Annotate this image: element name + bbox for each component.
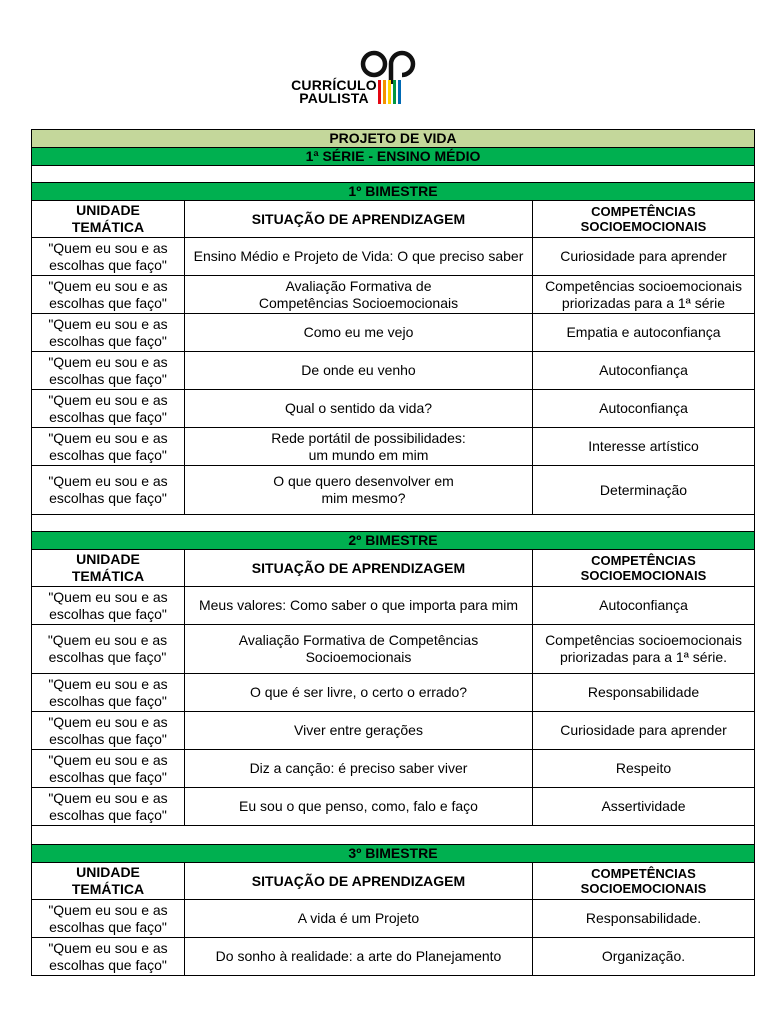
competence-cell: Autoconfiança	[533, 587, 755, 625]
competence-cell: Interesse artístico	[533, 428, 755, 466]
competence-cell: Competências socioemocionais priorizadas para a 1ª série.	[533, 625, 755, 674]
competence-cell: Responsabilidade	[533, 674, 755, 712]
competence-cell: Respeito	[533, 750, 755, 788]
bimester-row	[32, 532, 755, 550]
header-row	[32, 201, 755, 238]
table-row	[32, 276, 755, 314]
table-row	[32, 352, 755, 390]
situation-cell: Qual o sentido da vida?	[185, 390, 533, 428]
table-row	[32, 466, 755, 515]
table-row	[32, 712, 755, 750]
unit-cell: "Quem eu sou e as escolhas que faço"	[32, 238, 185, 276]
competence-cell: Assertividade	[533, 788, 755, 826]
header-situation: SITUAÇÃO DE APRENDIZAGEM	[185, 863, 533, 900]
table-row	[32, 587, 755, 625]
unit-cell: "Quem eu sou e as escolhas que faço"	[32, 587, 185, 625]
table-row	[32, 788, 755, 826]
table-subtitle-row	[32, 148, 755, 166]
unit-cell: "Quem eu sou e as escolhas que faço"	[32, 938, 185, 976]
curriculum-table	[31, 129, 755, 976]
unit-cell: "Quem eu sou e as escolhas que faço"	[32, 750, 185, 788]
situation-cell: Eu sou o que penso, como, falo e faço	[185, 788, 533, 826]
header-unit: UNIDADE TEMÁTICA	[32, 550, 185, 587]
table-row	[32, 314, 755, 352]
table-title-row	[32, 130, 755, 148]
competence-cell: Autoconfiança	[533, 390, 755, 428]
situation-cell: O que é ser livre, o certo o errado?	[185, 674, 533, 712]
header-situation: SITUAÇÃO DE APRENDIZAGEM	[185, 201, 533, 238]
bimester-label: 1º BIMESTRE	[32, 183, 755, 201]
unit-cell: "Quem eu sou e as escolhas que faço"	[32, 712, 185, 750]
situation-cell: Diz a canção: é preciso saber viver	[185, 750, 533, 788]
situation-cell: Ensino Médio e Projeto de Vida: O que preciso saber	[185, 238, 533, 276]
logo-mark-icon	[357, 48, 417, 108]
header-competence: COMPETÊNCIAS SOCIOEMOCIONAIS	[533, 863, 755, 900]
situation-cell: Meus valores: Como saber o que importa para mim	[185, 587, 533, 625]
competence-cell: Curiosidade para aprender	[533, 238, 755, 276]
table-row	[32, 238, 755, 276]
bimester-row	[32, 183, 755, 201]
logo-line-2: PAULISTA	[299, 90, 369, 106]
logo-line-1: CURRÍCULO	[291, 77, 377, 93]
situation-cell: De onde eu venho	[185, 352, 533, 390]
bimester-row	[32, 845, 755, 863]
unit-cell: "Quem eu sou e as escolhas que faço"	[32, 466, 185, 515]
spacer-row	[32, 515, 755, 532]
table-row	[32, 390, 755, 428]
spacer-row	[32, 166, 755, 183]
competence-cell: Empatia e autoconfiança	[533, 314, 755, 352]
situation-cell: Avaliação Formativa de Competências Socioemocionais	[185, 625, 533, 674]
header-row	[32, 550, 755, 587]
table-row	[32, 938, 755, 976]
header-competence: COMPETÊNCIAS SOCIOEMOCIONAIS	[533, 550, 755, 587]
competence-cell: Autoconfiança	[533, 352, 755, 390]
header-unit: UNIDADE TEMÁTICA	[32, 201, 185, 238]
situation-cell: Como eu me vejo	[185, 314, 533, 352]
unit-cell: "Quem eu sou e as escolhas que faço"	[32, 674, 185, 712]
table-row	[32, 674, 755, 712]
curriculo-paulista-logo	[287, 48, 417, 110]
header-unit: UNIDADE TEMÁTICA	[32, 863, 185, 900]
competence-cell: Organização.	[533, 938, 755, 976]
competence-cell: Responsabilidade.	[533, 900, 755, 938]
competence-cell: Competências socioemocionais priorizadas para a 1ª série	[533, 276, 755, 314]
doc-title: PROJETO DE VIDA	[32, 130, 755, 148]
header-competence: COMPETÊNCIAS SOCIOEMOCIONAIS	[533, 201, 755, 238]
table-row	[32, 625, 755, 674]
competence-cell: Curiosidade para aprender	[533, 712, 755, 750]
unit-cell: "Quem eu sou e as escolhas que faço"	[32, 314, 185, 352]
unit-cell: "Quem eu sou e as escolhas que faço"	[32, 390, 185, 428]
unit-cell: "Quem eu sou e as escolhas que faço"	[32, 276, 185, 314]
unit-cell: "Quem eu sou e as escolhas que faço"	[32, 788, 185, 826]
unit-cell: "Quem eu sou e as escolhas que faço"	[32, 625, 185, 674]
situation-cell: Rede portátil de possibilidades: um mundo em mim	[185, 428, 533, 466]
table-row	[32, 750, 755, 788]
unit-cell: "Quem eu sou e as escolhas que faço"	[32, 900, 185, 938]
table-row	[32, 428, 755, 466]
competence-cell: Determinação	[533, 466, 755, 515]
table-row	[32, 900, 755, 938]
situation-cell: Avaliação Formativa de Competências Socioemocionais	[185, 276, 533, 314]
header-row	[32, 863, 755, 900]
spacer-row	[32, 826, 755, 845]
bimester-label: 3º BIMESTRE	[32, 845, 755, 863]
unit-cell: "Quem eu sou e as escolhas que faço"	[32, 428, 185, 466]
situation-cell: Viver entre gerações	[185, 712, 533, 750]
situation-cell: A vida é um Projeto	[185, 900, 533, 938]
unit-cell: "Quem eu sou e as escolhas que faço"	[32, 352, 185, 390]
situation-cell: Do sonho à realidade: a arte do Planejamento	[185, 938, 533, 976]
situation-cell: O que quero desenvolver em mim mesmo?	[185, 466, 533, 515]
bimester-label: 2º BIMESTRE	[32, 532, 755, 550]
doc-subtitle: 1ª SÉRIE - ENSINO MÉDIO	[32, 148, 755, 166]
header-situation: SITUAÇÃO DE APRENDIZAGEM	[185, 550, 533, 587]
